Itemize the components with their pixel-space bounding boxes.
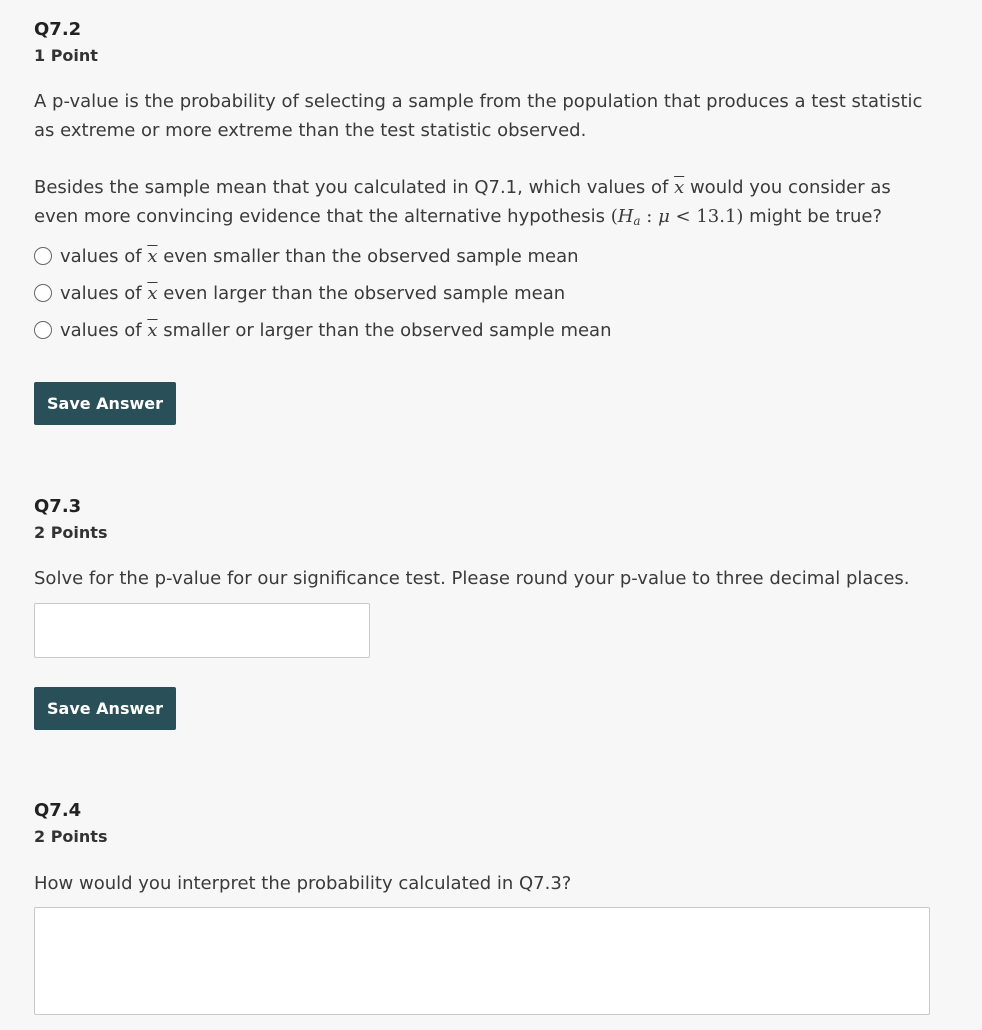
save-answer-button-q7-3[interactable]: Save Answer xyxy=(34,687,176,730)
prompt-line-2-pre: even more convincing evidence that the alternative hypothesis xyxy=(34,205,611,227)
radio-option-smaller[interactable] xyxy=(34,244,579,268)
question-points-q7-3: 2 Points xyxy=(34,523,108,542)
prompt-line-2 xyxy=(34,203,934,236)
radio-button[interactable] xyxy=(34,247,52,265)
question-title-q7-4: Q7.4 xyxy=(34,800,82,821)
prompt-line-1 xyxy=(34,174,934,203)
radio-option-larger[interactable] xyxy=(34,281,565,305)
question-text-q7-3: Solve for the p-value for our significance test. Please round your p-value to three decimal places. xyxy=(34,568,910,589)
question-title-q7-2: Q7.2 xyxy=(34,19,82,40)
radio-option-smaller-or-larger[interactable] xyxy=(34,318,612,342)
prompt-line-1-pre: Besides the sample mean that you calculated in Q7.1, which values of xyxy=(34,177,675,198)
option-label: values of $\overline{x}$ even larger than the observed sample mean xyxy=(60,282,566,304)
intro-line-1: A p-value is the probability of selecting a sample from the population that produces a test statistic xyxy=(34,91,923,112)
interpretation-textarea[interactable] xyxy=(34,907,930,1015)
question-text-q7-2-prompt xyxy=(34,174,934,235)
hypothesis-math: ($H_a$ : μ < 13.1) xyxy=(610,205,744,228)
option-label: values of $\overline{x}$ smaller or larger than the observed sample mean xyxy=(60,319,612,341)
question-text-q7-2-intro xyxy=(34,88,934,145)
prompt-line-2-post: might be true? xyxy=(743,205,883,227)
prompt-line-1-post: would you consider as xyxy=(684,177,891,198)
question-points-q7-2: 1 Point xyxy=(34,46,98,65)
save-answer-button-q7-2[interactable]: Save Answer xyxy=(34,382,176,425)
radio-button[interactable] xyxy=(34,284,52,302)
question-text-q7-4: How would you interpret the probability calculated in Q7.3? xyxy=(34,873,572,894)
question-title-q7-3: Q7.3 xyxy=(34,496,82,517)
xbar-symbol: $\overline{x}$ xyxy=(674,177,685,198)
radio-button[interactable] xyxy=(34,321,52,339)
intro-line-2: as extreme or more extreme than the test statistic observed. xyxy=(34,119,587,141)
question-points-q7-4: 2 Points xyxy=(34,827,108,846)
p-value-input[interactable] xyxy=(34,603,370,658)
option-label: values of $\overline{x}$ even smaller than the observed sample mean xyxy=(60,245,579,267)
